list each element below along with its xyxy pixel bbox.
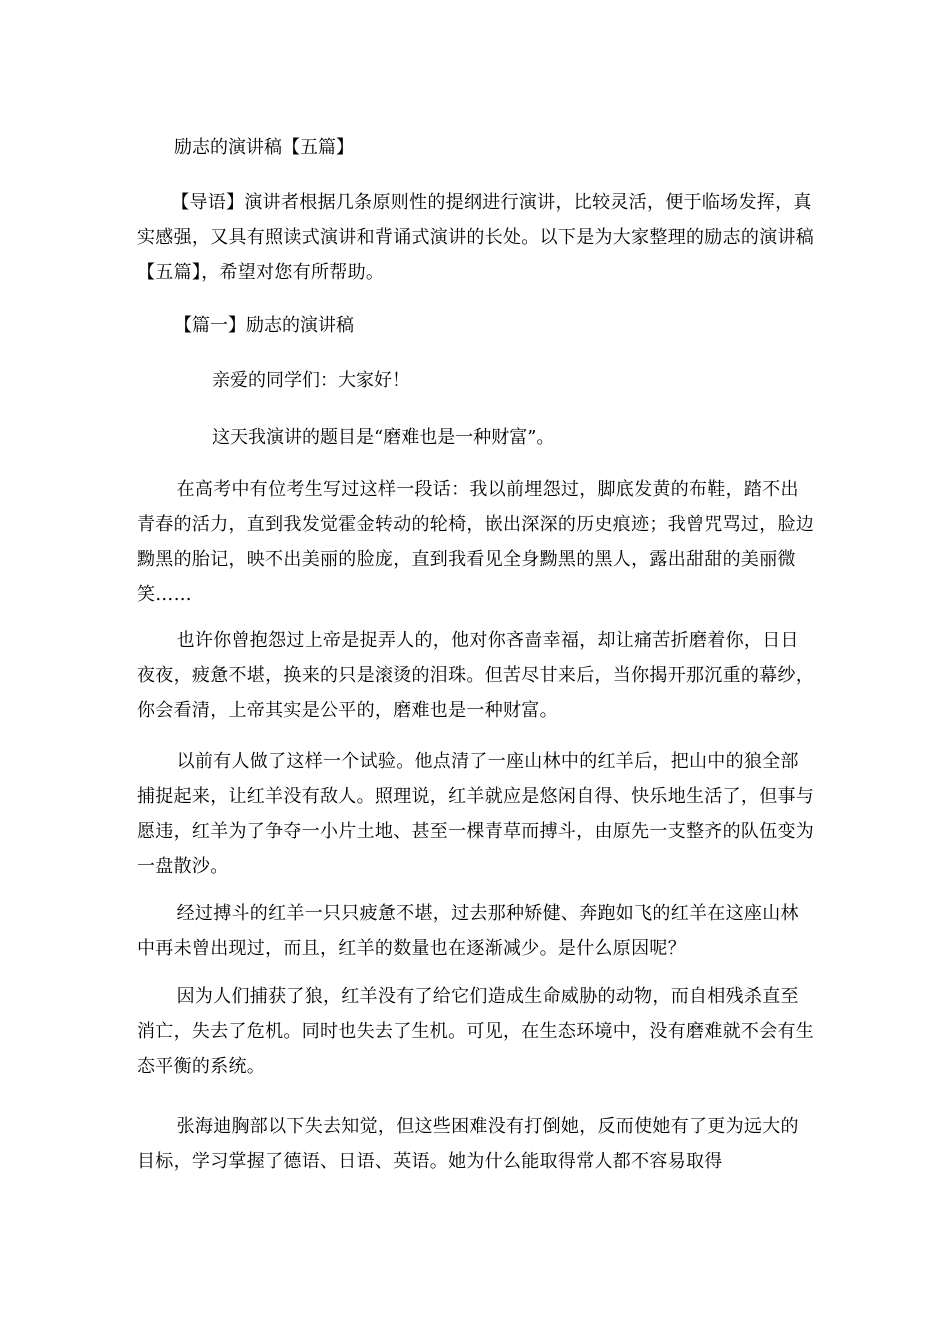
greeting-line: 亲爱的同学们：大家好！: [212, 370, 410, 391]
body-paragraph-4: 经过搏斗的红羊一只只疲惫不堪，过去那种矫健、奔跑如飞的红羊在这座山林中再未曾出现过，而且，红羊的数量也在逐渐减少。是什么原因呢？: [137, 903, 799, 959]
body-paragraph-5: 因为人们捕获了狼，红羊没有了给它们造成生命威胁的动物，而自相残杀直至消亡，失去了危机。同时也失去了生机。可见，在生态环境中，没有磨难就不会有生态平衡的系统。: [137, 986, 815, 1077]
document-title: 励志的演讲稿【五篇】: [174, 137, 354, 158]
body-paragraph-6: 张海迪胸部以下失去知觉，但这些困难没有打倒她，反而使她有了更为远大的目标，学习掌握了德语、日语、英语。她为什么能取得常人都不容易取得: [137, 1116, 799, 1172]
body-paragraph-1: 在高考中有位考生写过这样一段话：我以前埋怨过，脚底发黄的布鞋，踏不出青春的活力，直到我发觉霍金转动的轮椅，嵌出深深的历史痕迹；我曾咒骂过，脸边黝黑的胎记，映不出美丽的脸庞，直到我看见全身黝黑的黑人，露出甜甜的美丽微笑……: [137, 479, 815, 605]
section-heading: 【篇一】励志的演讲稿: [174, 315, 354, 336]
body-paragraph-2: 也许你曾抱怨过上帝是捉弄人的，他对你吝啬幸福，却让痛苦折磨着你，日日夜夜，疲惫不堪，换来的只是滚烫的泪珠。但苦尽甘来后，当你揭开那沉重的幕纱，你会看清，上帝其实是公平的，磨难也是一种财富。: [137, 630, 815, 721]
intro-paragraph: 【导语】演讲者根据几条原则性的提纲进行演讲，比较灵活，便于临场发挥，真实感强，又具有照读式演讲和背诵式演讲的长处。以下是为大家整理的励志的演讲稿【五篇】，希望对您有所帮助。: [137, 192, 815, 283]
topic-line: 这天我演讲的题目是“磨难也是一种财富”。: [212, 427, 555, 448]
body-paragraph-3: 以前有人做了这样一个试验。他点清了一座山林中的红羊后，把山中的狼全部捕捉起来，让红羊没有敌人。照理说，红羊就应是悠闲自得、快乐地生活了，但事与愿违，红羊为了争夺一小片土地、甚至一棵青草而搏斗，由原先一支整齐的队伍变为一盘散沙。: [137, 751, 815, 877]
